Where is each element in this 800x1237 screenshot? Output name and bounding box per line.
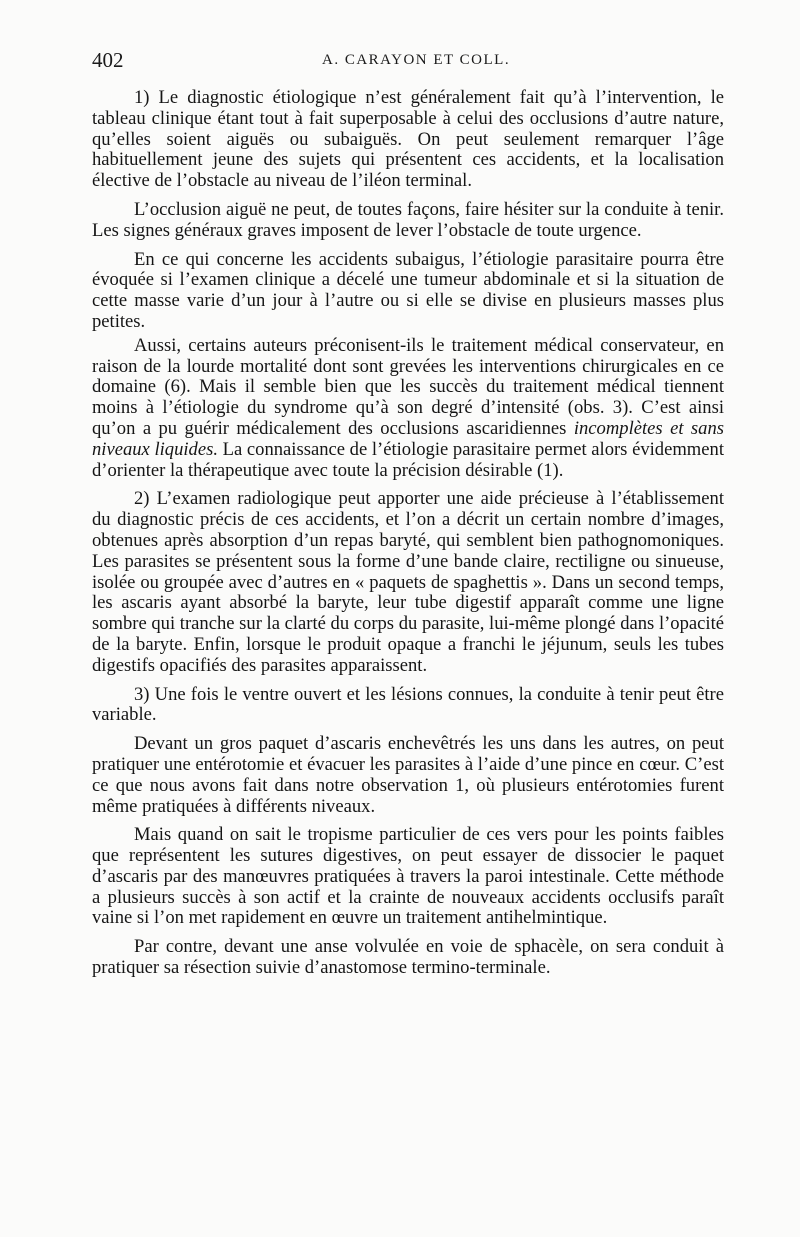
page-header: [92, 48, 724, 78]
paragraph-ventre-ouvert: 3) Une fois le ventre ouvert et les lésions connues, la conduite à tenir peut être variable.: [92, 683, 724, 726]
paragraph-examen-radiologique: 2) L’examen radiologique peut apporter une aide précieuse à l’établissement du diagnostic précis de ces accidents, et l’on a décrit un certain nombre d’images, obtenues après absorption d’un repas baryté, qui semblent bien pathognomoniques. Les parasites se présentent sous la forme d’une bande claire, rectiligne ou sinueuse, isolée ou groupée avec d’autres en « paquets de spaghettis ». Dans un second temps, les ascaris ayant absorbé la baryte, leur tube digestif apparaît comme une ligne sombre qui tranche sur la clarté du corps du parasite, lui-même plongé dans l’opacité de la baryte. Enfin, lorsque le produit opaque a franchi le jéjunum, seuls les tubes digestifs opacifiés des parasites apparaissent.: [92, 488, 724, 676]
page-number: 402: [92, 48, 124, 72]
body-text: [92, 88, 724, 979]
paragraph-traitement-medical-start: Aussi, certains auteurs préconisent-ils le traitement médical conservateur, en raison de la lourde mortalité dont sont grevées les interventions chirurgicales en ce domaine (6). Mais il semble bien que les succès du traitement médical tiennent moins à l’étiologie du syndrome qu’à son degré d’intensité (obs. 3). C’est ainsi qu’on a pu guérir médicalement des occlusions ascaridiennes: [92, 334, 724, 439]
paragraph-paquet-ascaris: Devant un gros paquet d’ascaris enchevêtrés les uns dans les autres, on peut pratiquer une entérotomie et évacuer les parasites à l’aide d’une pince en cœur. C’est ce que nous avons fait dans notre observation 1, où plusieurs entérotomies furent même pratiquées à différents niveaux.: [92, 733, 724, 817]
paragraph-traitement-medical-end: La connaissance de l’étiologie parasitaire permet alors évidemment d’orienter la thérapeutique avec toute la précision désirable (1).: [92, 438, 724, 481]
paragraph-anse-volvulee: Par contre, devant une anse volvulée en voie de sphacèle, on sera conduit à pratiquer sa résection suivie d’anastomose termino-terminale.: [92, 936, 724, 979]
paragraph-accidents-subaigus: En ce qui concerne les accidents subaigus, l’étiologie parasitaire pourra être évoquée si l’examen clinique a décelé une tumeur abdominale et si la situation de cette masse varie d’un jour à l’autre ou si elle se divise en plusieurs masses plus petites.: [92, 248, 724, 332]
paragraph-tropisme: Mais quand on sait le tropisme particulier de ces vers pour les points faibles que représentent les sutures digestives, on peut essayer de dissocier le paquet d’ascaris par des manœuvres pratiquées à travers la paroi intestinale. Cette méthode a plusieurs succès à son actif et la crainte de nouveaux accidents occlusifs paraît vaine si l’on met rapidement en œuvre un traitement antihelmintique.: [92, 824, 724, 929]
paragraph-diagnostic-etiologique: 1) Le diagnostic étiologique n’est généralement fait qu’à l’intervention, le tableau clinique étant tout à fait superposable à celui des occlusions d’autre nature, qu’elles soient aiguës ou subaiguës. On peut seulement remarquer l’âge habituellement jeune des sujets qui présentent ces accidents, et la localisation élective de l’obstacle au niveau de l’iléon terminal.: [92, 87, 724, 192]
paragraph-traitement-medical: [92, 336, 724, 482]
paragraph-occlusion-aigue: L’occlusion aiguë ne peut, de toutes façons, faire hésiter sur la conduite à tenir. Les signes généraux graves imposent de lever l’obstacle de toute urgence.: [92, 198, 724, 241]
running-head: A. CARAYON ET COLL.: [322, 52, 511, 68]
italic-phrase: incomplètes et sans niveaux liquides.: [92, 417, 724, 460]
